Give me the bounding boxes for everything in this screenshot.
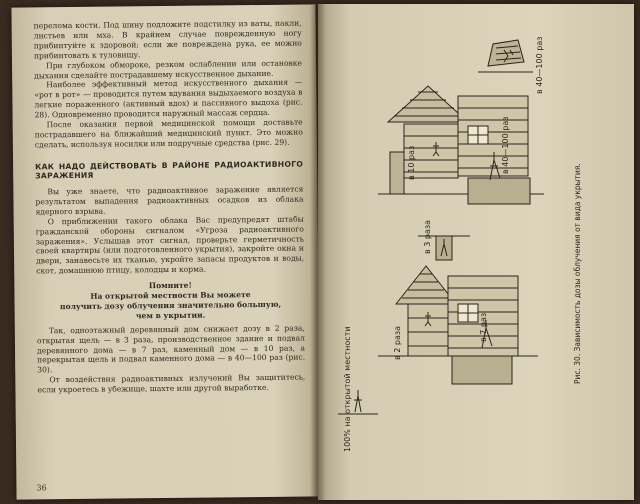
left-page	[11, 4, 320, 499]
stone-house-drawing	[378, 86, 544, 204]
paragraph: Вы уже знаете, что радиоактивное заражение является результатом выпадения радиоактивных осадков из облака ядерного взрыва.	[35, 184, 304, 217]
note-line: чем в укрытии.	[135, 310, 206, 321]
paragraph: От воздействия радиоактивных излучений Вы защититесь, если укроетесь в убежище, шахте или другой выработке.	[37, 372, 306, 395]
label-stone-cellar: в 40—100 раз	[501, 116, 510, 174]
paragraph: Так, одноэтажный деревянный дом снижает дозу в 2 раза, открытая щель — в 3 раза, производственное здание и подвал деревянного дома — в 7 раз, каменный дом — в 10 раз, а перекрытая щель и подвал каменного дома — в 40—100 раз (рис. 30).	[36, 323, 306, 375]
paragraph: Наиболее эффективный метод искусственного дыхания — «рот в рот» — проводится путем вдувания выдыхаемого воздуха в легкие пораженного (активный вдох) и пассивного выдоха (рис. 28). Одновременно проводится наружный массаж сердца.	[34, 78, 303, 120]
paragraph: перелома кости. Под шину подложите подстилку из ваты, пакли, листьев или мха. В крайнем случае поврежденную ногу прибинтуйте к здоровой; если же повреждена рука, ее можно прибинтовать к туловищу.	[33, 18, 302, 61]
right-page	[318, 4, 634, 500]
wooden-house-drawing	[378, 266, 538, 384]
note-line: Помните!	[148, 280, 192, 291]
section-heading: КАК НАДО ДЕЙСТВОВАТЬ В РАЙОНЕ РАДИОАКТИВНОГО ЗАРАЖЕНИЯ	[35, 159, 304, 181]
left-page-text	[34, 19, 306, 396]
paragraph: О приближении такого облака Вас предупредят штабы гражданской обороны сигналом «Угроза радиоактивного заражения». Услышав этот сигнал, проверьте герметичность своей квартиры (или подготовленного укрытия), закройте окна и двери, занавесьте их тканью, укройте запасы продуктов и воды, скот, домашнюю птицу, колодцы и корма.	[35, 214, 305, 276]
page-number: 36	[36, 483, 47, 493]
figure-caption: Рис. 30. Зависимость дозы облучения от вида укрытия.	[573, 163, 582, 384]
note-line: получить дозу облучения значительно большую,	[59, 299, 282, 312]
label-trench: в 3 раза	[423, 219, 432, 254]
shelter-figure	[318, 4, 634, 500]
paragraph: После оказания первой медицинской помощи доставьте пострадавшего на ближайший медицинский пункт. Это можно сделать, используя носилки или подручные средства (рис. 29).	[34, 117, 303, 150]
reminder-note	[36, 280, 304, 322]
note-line: На открытой местности Вы можете	[90, 290, 251, 301]
label-stone-house: в 10 раз	[407, 145, 416, 180]
label-open-area: 100% на открытой местности	[343, 326, 352, 452]
label-wood-house: в 2 раза	[393, 325, 402, 360]
label-wood-cellar: в 7 раз	[479, 312, 488, 342]
top-shelter-drawing	[478, 40, 533, 72]
book-gutter	[310, 4, 326, 500]
label-top-shelter: в 40—100 раз	[535, 36, 544, 94]
paragraph: При глубоком обмороке, резком ослаблении или остановке дыхания сделайте пострадавшему искусственное дыхание.	[34, 58, 303, 80]
